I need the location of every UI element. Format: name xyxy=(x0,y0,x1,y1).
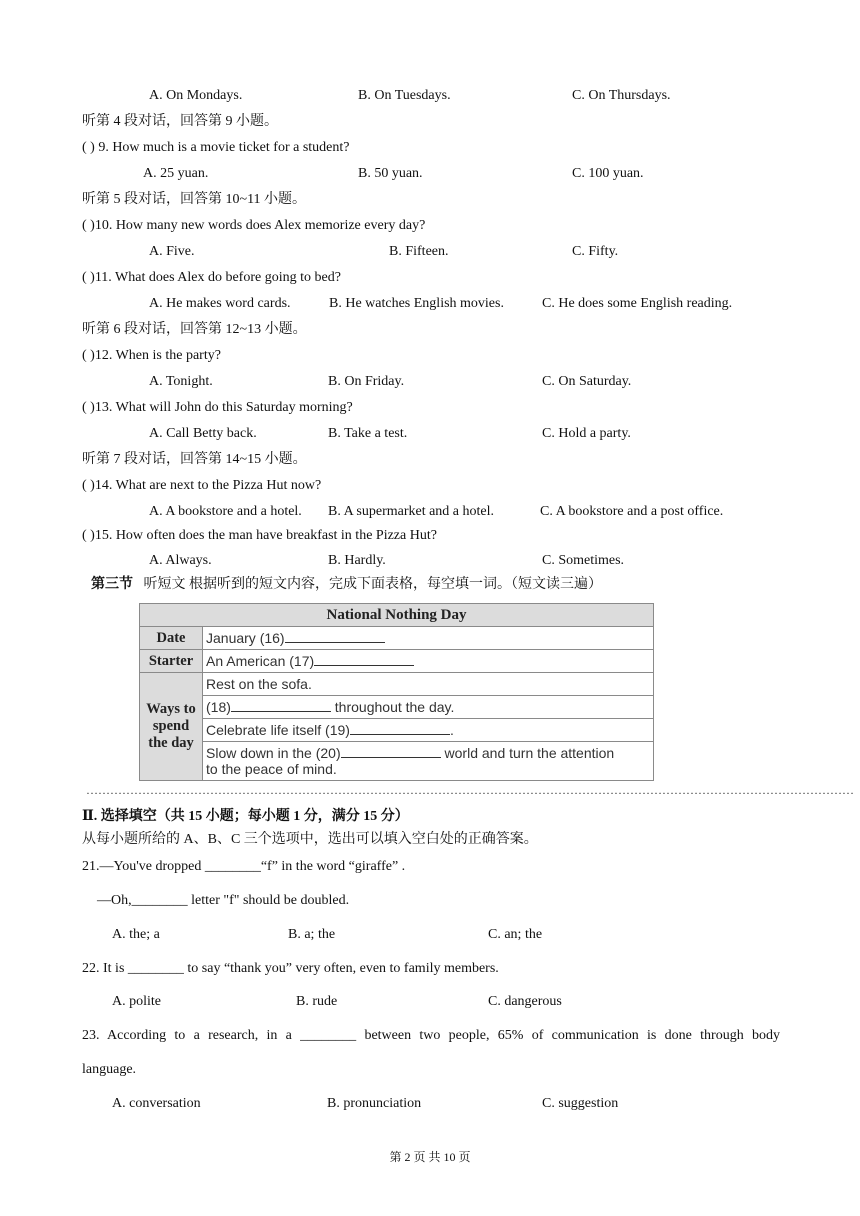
q13-option-a: A. Call Betty back. xyxy=(149,426,257,441)
q21-option-a: A. the; a xyxy=(112,927,160,942)
q22-stem: 22. It is ________ to say “thank you” very often, even to family members. xyxy=(82,961,499,976)
q13-stem: ( )13. What will John do this Saturday morning? xyxy=(82,400,353,415)
q15-option-b: B. Hardly. xyxy=(328,553,386,568)
q15-stem: ( )15. How often does the man have breakfast in the Pizza Hut? xyxy=(82,528,437,543)
ways-label-line-2: spend xyxy=(152,718,190,734)
q11-option-c: C. He does some English reading. xyxy=(542,296,733,311)
page-footer: 第 2 页 共 10 页 xyxy=(389,1150,471,1164)
q21-option-c: C. an; the xyxy=(488,927,543,942)
q10-option-c: C. Fifty. xyxy=(572,244,619,259)
q13-option-c: C. Hold a party. xyxy=(542,426,631,441)
q11-option-a: A. He makes word cards. xyxy=(149,296,291,311)
section-3-text: 听短文 根据听到的短文内容，完成下面表格，每空填一词。（短文读三遍） xyxy=(143,577,602,592)
way-1: Rest on the sofa. xyxy=(203,673,654,696)
way-4-prefix: Slow down in the (20) xyxy=(206,745,341,761)
table-title: National Nothing Day xyxy=(140,604,654,627)
q15-option-c: C. Sometimes. xyxy=(542,553,625,568)
q12-option-b: B. On Friday. xyxy=(328,374,405,389)
q21-option-b: B. a; the xyxy=(288,927,336,942)
way-2 xyxy=(203,696,654,719)
way-4-line-2: to the peace of mind. xyxy=(206,761,337,777)
blank-17[interactable] xyxy=(314,653,414,666)
dotted-separator: ………………………………………………………………………………………………………………………………………………………………………… xyxy=(86,783,854,797)
blank-19[interactable] xyxy=(350,722,450,735)
date-value: January (16) xyxy=(206,630,285,646)
section-3-heading xyxy=(91,576,602,594)
date-cell xyxy=(203,627,654,650)
q12-option-c: C. On Saturday. xyxy=(542,374,632,389)
q15-option-a: A. Always. xyxy=(149,553,212,568)
section-7-instruction: 听第 7 段对话，回答第 14~15 小题。 xyxy=(82,452,307,467)
ways-label-line-1: Ways to xyxy=(146,701,196,717)
blank-18[interactable] xyxy=(231,699,331,712)
q23-option-b: B. pronunciation xyxy=(327,1096,422,1111)
section-5-instruction: 听第 5 段对话，回答第 10~11 小题。 xyxy=(82,192,307,207)
q23-option-c: C. suggestion xyxy=(542,1096,619,1111)
q14-option-c: C. A bookstore and a post office. xyxy=(540,504,724,519)
q9-option-a: A. 25 yuan. xyxy=(143,166,209,181)
part-2-instruction: 从每小题所给的 A、B、C 三个选项中，选出可以填入空白处的正确答案。 xyxy=(82,832,538,847)
q8-option-b: B. On Tuesdays. xyxy=(358,88,451,103)
blank-16[interactable] xyxy=(285,630,385,643)
q11-option-b: B. He watches English movies. xyxy=(329,296,504,311)
q22-option-c: C. dangerous xyxy=(488,994,562,1009)
part-2-title: Ⅱ. 选择填空（共 15 小题；每小题 1 分，满分 15 分） xyxy=(82,809,409,824)
section-4-instruction: 听第 4 段对话，回答第 9 小题。 xyxy=(82,114,278,129)
starter-cell xyxy=(203,650,654,673)
q23-stem: 23. According to a research, in a ________ between two people, 65% of communication is done through body xyxy=(82,1028,780,1043)
q22-option-b: B. rude xyxy=(296,994,338,1009)
q21-stem: 21.—You've dropped ________“f” in the word “giraffe” . xyxy=(82,859,406,874)
way-2-suffix: throughout the day. xyxy=(330,699,455,715)
q12-option-a: A. Tonight. xyxy=(149,374,213,389)
section-3-label: 第三节 xyxy=(91,577,133,592)
national-nothing-day-table xyxy=(139,603,654,781)
way-4 xyxy=(203,742,654,781)
starter-label: Starter xyxy=(140,650,203,673)
q23-stem-2: language. xyxy=(82,1062,137,1077)
q14-option-a: A. A bookstore and a hotel. xyxy=(149,504,302,519)
q14-option-b: B. A supermarket and a hotel. xyxy=(328,504,495,519)
way-3 xyxy=(203,719,654,742)
q8-option-c: C. On Thursdays. xyxy=(572,88,671,103)
q11-stem: ( )11. What does Alex do before going to bed? xyxy=(82,270,341,285)
q21-stem-2: —Oh,________ letter "f" should be doubled. xyxy=(97,893,350,908)
q10-option-b: B. Fifteen. xyxy=(389,244,449,259)
q13-option-b: B. Take a test. xyxy=(328,426,408,441)
q10-option-a: A. Five. xyxy=(149,244,195,259)
way-3-prefix: Celebrate life itself (19) xyxy=(206,722,350,738)
way-4-suffix: world and turn the attention xyxy=(440,745,615,761)
q23-option-a: A. conversation xyxy=(112,1096,201,1111)
q8-option-a: A. On Mondays. xyxy=(149,88,243,103)
ways-label xyxy=(140,673,203,781)
q22-option-a: A. polite xyxy=(112,994,161,1009)
ways-label-line-3: the day xyxy=(148,735,194,751)
q14-stem: ( )14. What are next to the Pizza Hut now? xyxy=(82,478,322,493)
q10-stem: ( )10. How many new words does Alex memorize every day? xyxy=(82,218,426,233)
starter-value: An American (17) xyxy=(206,653,315,669)
way-3-suffix: . xyxy=(449,722,454,738)
q12-stem: ( )12. When is the party? xyxy=(82,348,221,363)
q9-option-b: B. 50 yuan. xyxy=(358,166,423,181)
date-label: Date xyxy=(140,627,203,650)
way-2-prefix: (18) xyxy=(206,699,231,715)
q9-option-c: C. 100 yuan. xyxy=(572,166,644,181)
blank-20[interactable] xyxy=(341,745,441,758)
section-6-instruction: 听第 6 段对话，回答第 12~13 小题。 xyxy=(82,322,307,337)
q9-stem: ( ) 9. How much is a movie ticket for a student? xyxy=(82,140,350,155)
